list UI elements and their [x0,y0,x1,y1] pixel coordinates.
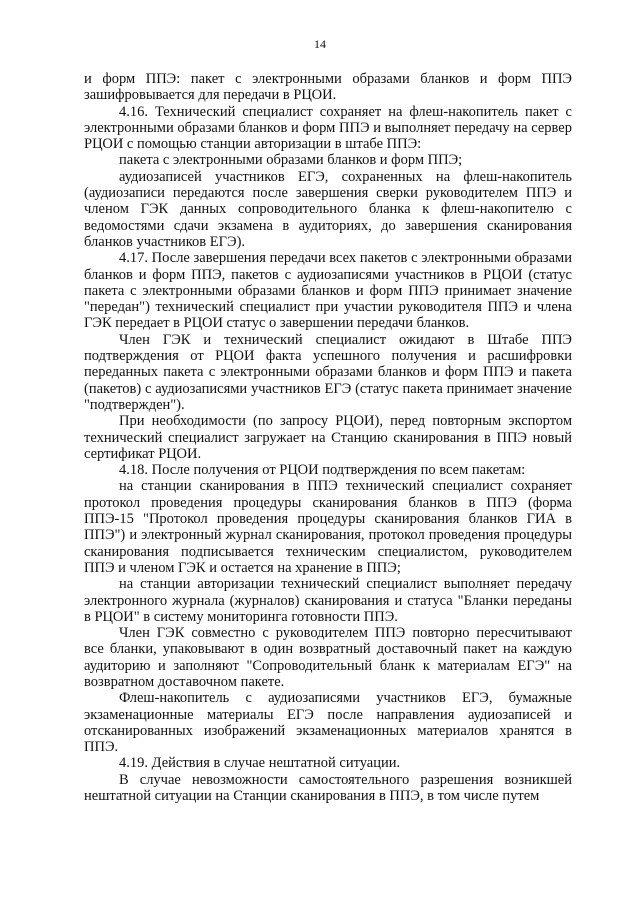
paragraph: аудиозаписей участников ЕГЭ, сохраненных на флеш-накопитель (аудиозаписи передаются после завершения сверки руководителем ППЭ и членом ГЭК данных сопроводительного бланка к флеш-накопителю с ведомостями сдачи экзамена в аудиториях, до завершения сканирования бланков участников ЕГЭ). [84,168,572,250]
paragraph: 4.16. Технический специалист сохраняет на флеш-накопитель пакет с электронными образами бланков и форм ППЭ и выполняет передачу на сервер РЦОИ с помощью станции авторизации в штабе ППЭ: [84,103,572,153]
paragraph: и форм ППЭ: пакет с электронными образами бланков и форм ППЭ зашифровывается для передачи в РЦОИ. [84,71,572,104]
paragraph: 4.18. После получения от РЦОИ подтверждения по всем пакетам: [119,462,526,479]
paragraph: В случае невозможности самостоятельного разрешения возникшей нештатной ситуации на Станции сканирования в ППЭ, в том числе путем [84,771,572,805]
paragraph: 4.17. После завершения передачи всех пакетов с электронными образами бланков и форм ППЭ, пакетов с аудиозаписями участников в РЦОИ (статус пакета с электронными образами бланков и форм ППЭ принимает значение "передан") технический специалист при участии руководителя ППЭ и члена ГЭК передает в РЦОИ статус о завершении передачи бланков. [84,250,572,332]
paragraph: 4.19. Действия в случае нештатной ситуации. [119,755,401,772]
page-number: 14 [314,37,326,51]
paragraph: пакета с электронными образами бланков и форм ППЭ; [119,152,463,169]
document-body [84,71,572,804]
paragraph: Член ГЭК совместно с руководителем ППЭ повторно пересчитывают все бланки, упаковывают в один возвратный доставочный пакет на каждую аудиторию и заполняют "Сопроводительный бланк к материалам ЕГЭ" на возвратном доставочном пакете. [84,625,572,690]
paragraph: на станции авторизации технический специалист выполняет передачу электронного журнала (журналов) сканирования и статуса "Бланки переданы в РЦОИ" в систему мониторинга готовности ППЭ. [84,576,572,625]
paragraph: Флеш-накопитель с аудиозаписями участников ЕГЭ, бумажные экзаменационные материалы ЕГЭ после направления аудиозаписей и отсканированных изображений экзаменационных материалов хранятся в ППЭ. [84,690,572,756]
paragraph: Член ГЭК и технический специалист ожидают в Штабе ППЭ подтверждения от РЦОИ факта успешного получения и расшифровки переданных пакета с электронными образами бланков и форм ППЭ и пакета (пакетов) с аудиозаписями участников ЕГЭ (статус пакета принимает значение "подтвержден"). [84,331,572,413]
paragraph: на станции сканирования в ППЭ технический специалист сохраняет протокол проведения процедуры сканирования бланков в ППЭ (форма ППЭ-15 "Протокол проведения процедуры сканирования бланков ГИА в ППЭ") и электронный журнал сканирования, протокол проведения процедуры сканирования подписывается техническим специалистом, руководителем ППЭ и членом ГЭК и остается на хранение в ППЭ; [84,478,572,576]
paragraph: При необходимости (по запросу РЦОИ), перед повторным экспортом технический специалист загружает на Станцию сканирования в ППЭ новый сертификат РЦОИ. [84,413,572,462]
